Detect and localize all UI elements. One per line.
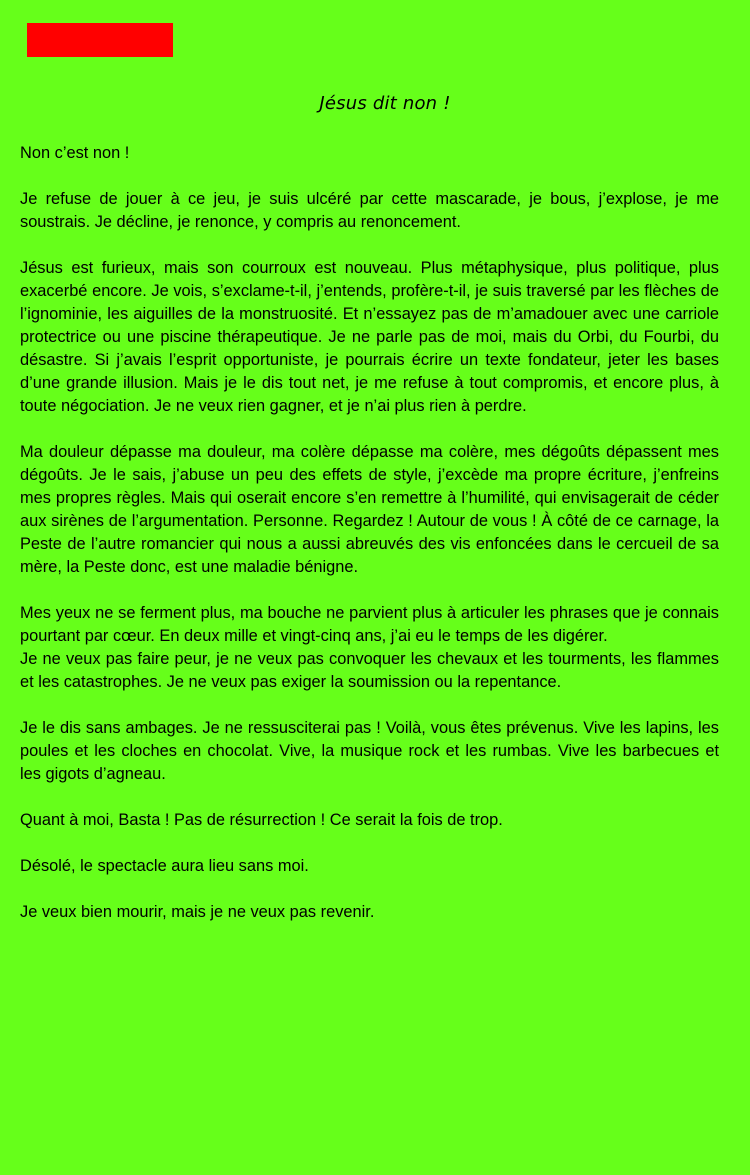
paragraph-5: Mes yeux ne se ferment plus, ma bouche ne parvient plus à articuler les phrases que je connais pourtant par cœur. En deux mille et vingt-cinq ans, j’ai eu le temps de les digérer. <box>20 604 719 645</box>
paragraph-8: Quant à moi, Basta ! Pas de résurrection ! Ce serait la fois de trop. <box>20 811 503 829</box>
page-title: Jésus dit non ! <box>319 93 451 114</box>
paragraph-10: Je veux bien mourir, mais je ne veux pas revenir. <box>20 903 375 921</box>
paragraph-3: Jésus est furieux, mais son courroux est nouveau. Plus métaphysique, plus politique, plus exacerbé encore. Je vois, s’exclame-t-il, j’entends, profère-t-il, je suis traversé par les flèches de l’ignominie, les aiguilles de la monstruosité. Et n’essayez pas de m’amadouer avec une carriole protectrice ou une piscine thérapeutique. Je ne parle pas de moi, mais du Orbi, du Fourbi, du désastre. Si j’avais l’esprit opportuniste, je pourrais écrire un texte fondateur, jeter les bases d’une grande illusion. Mais je le dis tout net, je me refuse à tout compromis, et encore plus, à toute négociation. Je ne veux rien gagner, et je n’ai plus rien à perdre. <box>20 259 719 415</box>
paragraph-7: Je le dis sans ambages. Je ne ressusciterai pas ! Voilà, vous êtes prévenus. Vive les lapins, les poules et les cloches en chocolat. Vive, la musique rock et les rumbas. Vive les barbecues et les gigots d’agneau. <box>20 719 719 783</box>
article-body <box>20 142 719 947</box>
paragraph-9: Désolé, le spectacle aura lieu sans moi. <box>20 857 309 875</box>
paragraph-4: Ma douleur dépasse ma douleur, ma colère dépasse ma colère, mes dégoûts dépassent mes dégoûts. Je le sais, j’abuse un peu des effets de style, j’excède ma propre écriture, j’enfreins mes propres règles. Mais qui oserait encore s’en remettre à l’humilité, qui envisagerait de céder aux sirènes de l’argumentation. Personne. Regardez ! Autour de vous ! À côté de ce carnage, la Peste de l’autre romancier qui nous a aussi abreuvés des vis enfoncées dans le cercueil de sa mère, la Peste donc, est une maladie bénigne. <box>20 443 719 576</box>
paragraph-6: Je ne veux pas faire peur, je ne veux pas convoquer les chevaux et les tourments, les flammes et les catastrophes. Je ne veux pas exiger la soumission ou la repentance. <box>20 650 719 691</box>
paragraph-2: Je refuse de jouer à ce jeu, je suis ulcéré par cette mascarade, je bous, j’explose, je me soustrais. Je décline, je renonce, y compris au renoncement. <box>20 190 719 231</box>
red-banner-block <box>27 23 173 57</box>
paragraph-1: Non c’est non ! <box>20 144 130 162</box>
